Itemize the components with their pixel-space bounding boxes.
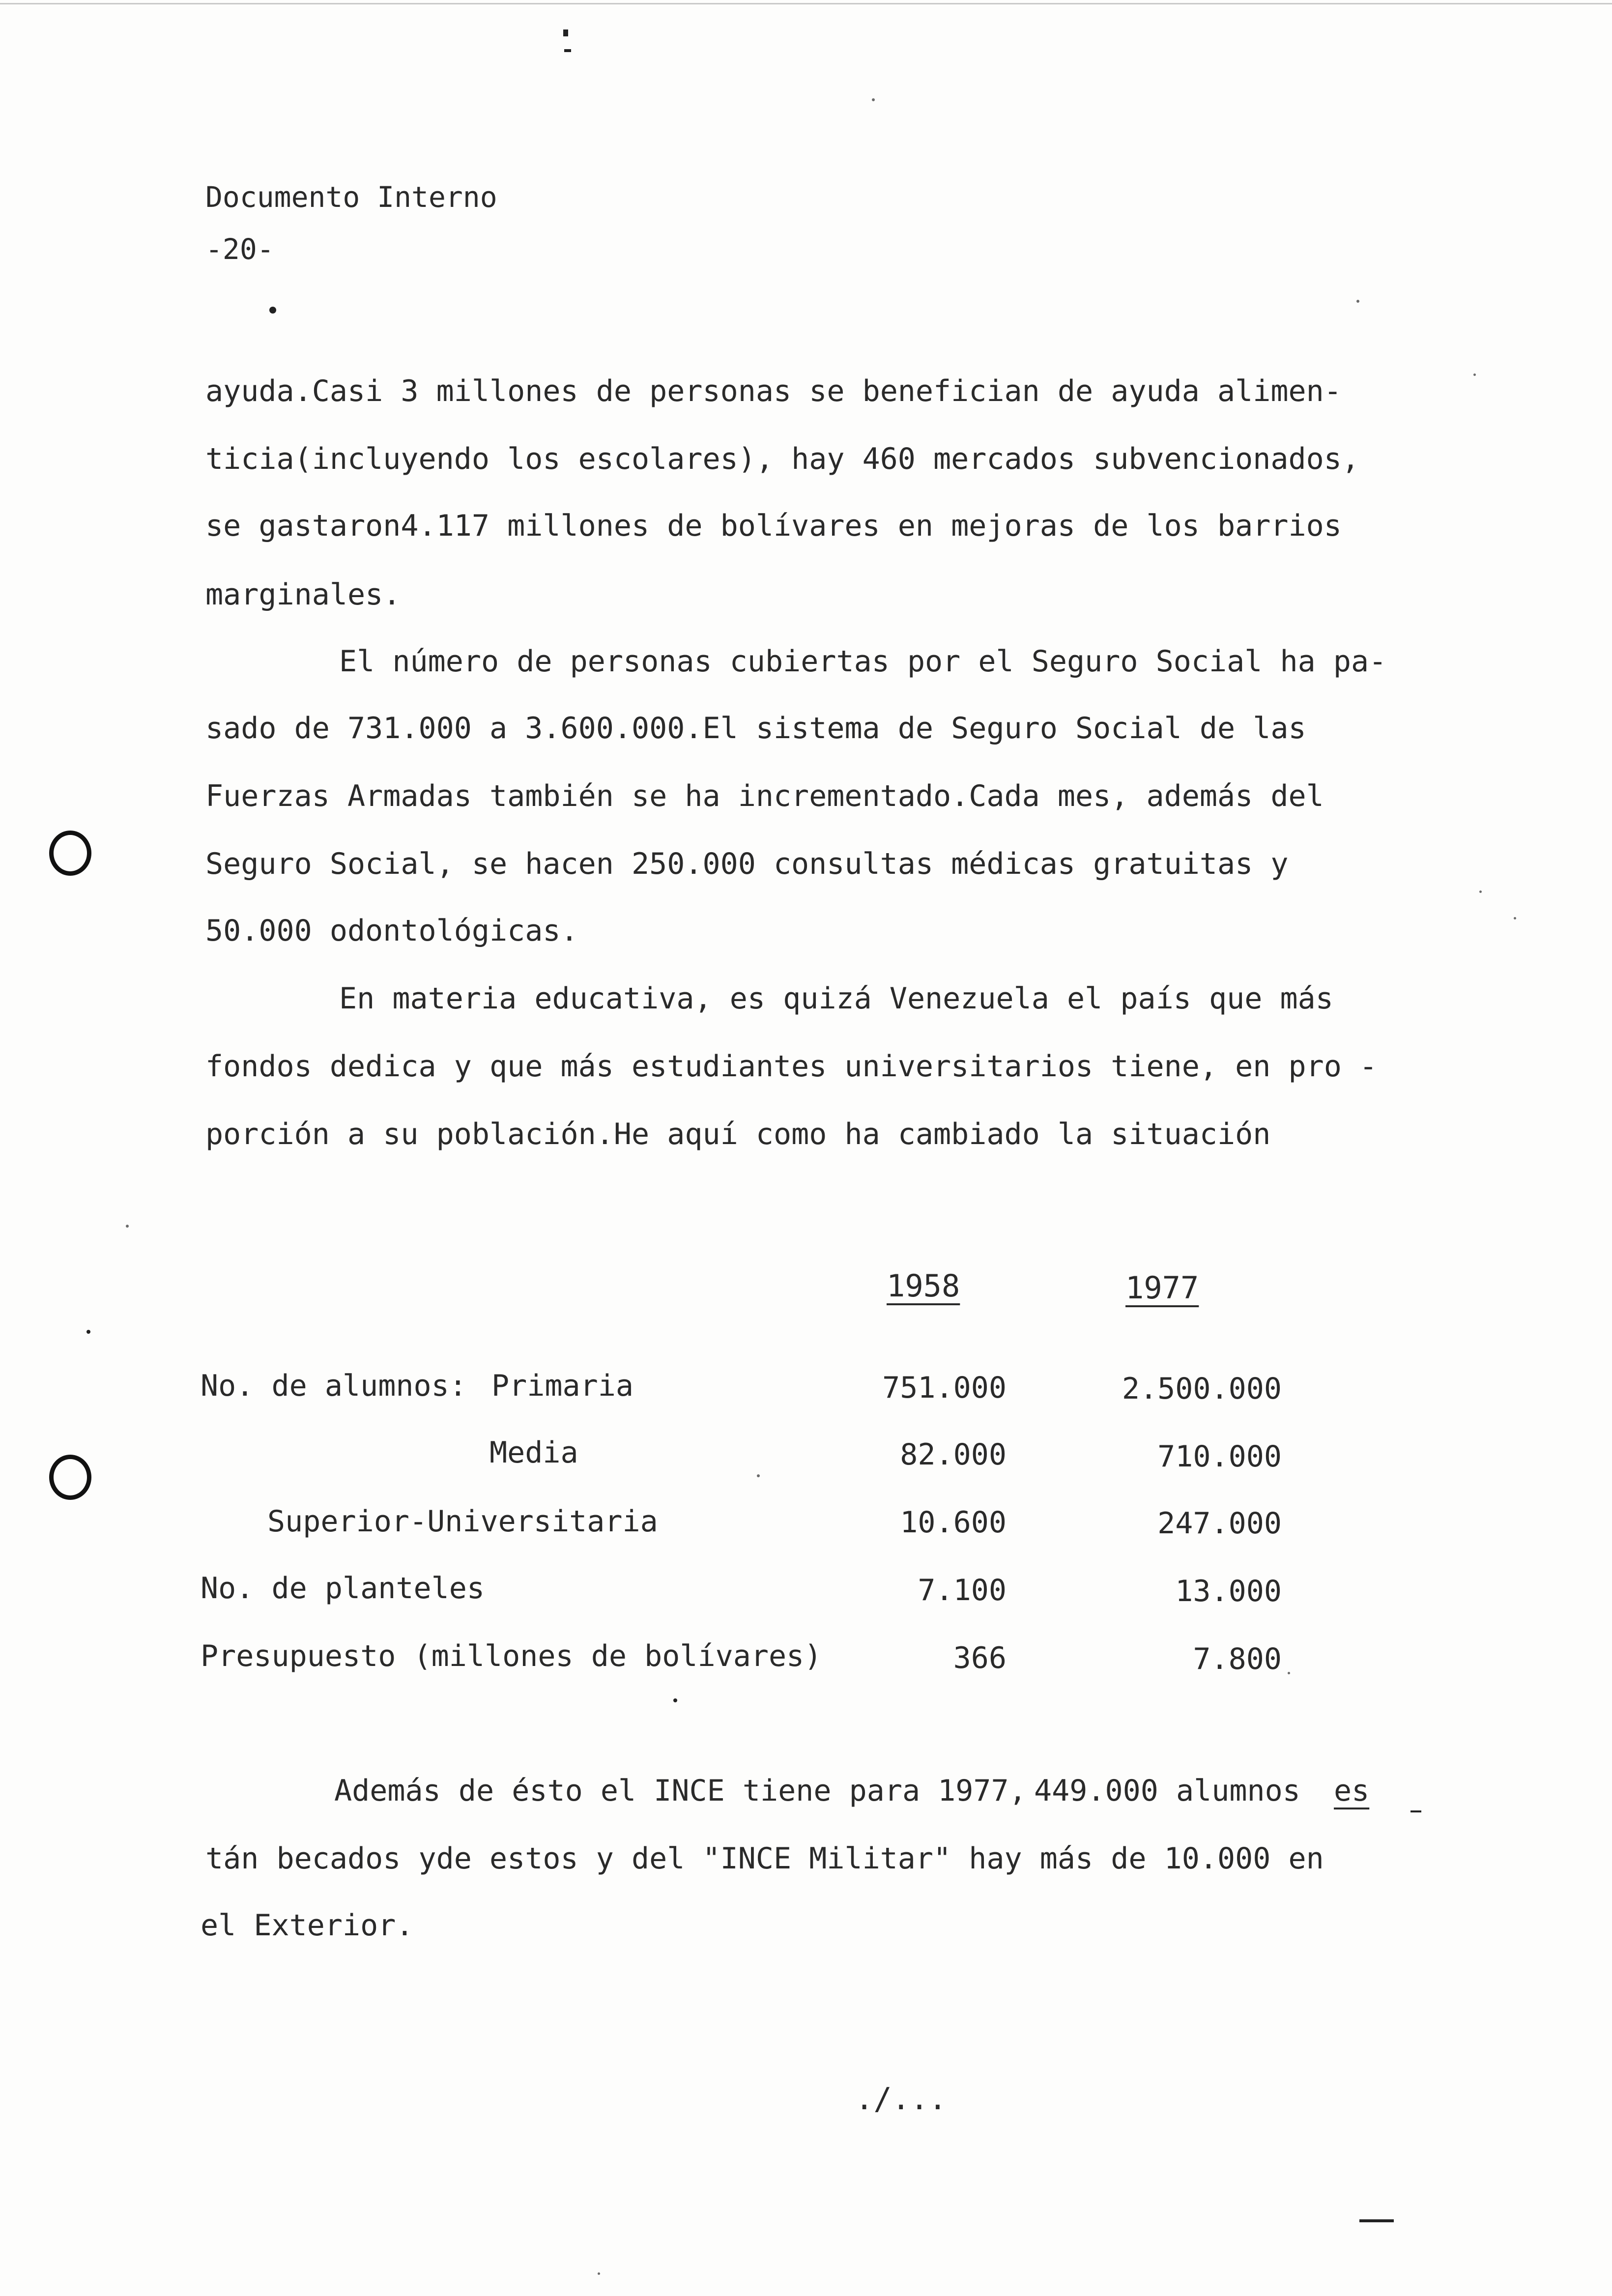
p4-line-1 — [334, 1776, 1376, 1806]
scan-mark — [564, 49, 571, 52]
text-run: 449.000 alumnos — [1034, 1774, 1300, 1808]
p1-line-1 — [205, 374, 1342, 408]
scan-speck — [1479, 890, 1482, 893]
scan-mark — [563, 29, 568, 36]
text-run-underlined: es — [1334, 1774, 1370, 1808]
text-run: El sistema de Seguro Social de las — [702, 711, 1306, 746]
text-run: 4.117 millones de bolívares en mejoras de los barrios — [401, 509, 1342, 543]
text-run: de estos y del "INCE Militar" hay más de 10.000 en — [436, 1841, 1324, 1876]
p3-line-3 — [205, 1117, 1271, 1151]
scan-speck — [673, 1698, 677, 1702]
scan-speck — [1473, 373, 1476, 376]
scan-mark — [1359, 2219, 1394, 2222]
scan-speck — [1288, 1672, 1290, 1674]
text-run: Fuerzas Armadas también se ha incrementado. — [205, 779, 969, 813]
punch-hole-upper — [49, 831, 91, 876]
p4-line-3: el Exterior. — [201, 1908, 414, 1943]
cell-1958-superior: 10.600 — [900, 1505, 1007, 1540]
scan-mark — [1410, 1810, 1421, 1812]
punch-hole-lower — [49, 1455, 91, 1500]
p1-line-3 — [205, 509, 1342, 543]
scan-speck — [757, 1474, 760, 1477]
text-run: Además de ésto el INCE tiene para 1977, — [334, 1774, 1027, 1808]
page-number: -20- — [205, 232, 274, 266]
doc-label: Documento Interno — [205, 180, 497, 214]
p1-line-4: marginales. — [205, 577, 401, 612]
cell-1958-primaria: 751.000 — [882, 1371, 1007, 1405]
scan-speck — [1356, 300, 1359, 303]
scan-speck — [126, 1225, 129, 1228]
p4-line-2 — [205, 1841, 1324, 1876]
scan-speck — [872, 98, 875, 101]
row-label-planteles: No. de planteles — [201, 1571, 485, 1606]
cell-1958-planteles: 7.100 — [918, 1573, 1007, 1607]
row-label-presupuesto: Presupuesto (millones de bolívares) — [201, 1639, 822, 1673]
scan-speck — [269, 307, 276, 314]
text-run: He aquí como ha cambiado la situación — [613, 1117, 1271, 1151]
cell-1977-presupuesto: 7.800 — [1193, 1642, 1282, 1676]
row-label-students: No. de alumnos: — [201, 1369, 467, 1403]
text-run: ayuda. — [205, 374, 312, 408]
column-header-1958: 1958 — [887, 1268, 960, 1304]
p2-line-1: El número de personas cubiertas por el Seguro Social ha pa- — [339, 644, 1387, 679]
cell-1977-planteles: 13.000 — [1175, 1574, 1282, 1608]
text-run: porción a su población. — [205, 1117, 614, 1151]
text-run: Cada mes, además del — [969, 779, 1324, 813]
column-header-1977: 1977 — [1125, 1270, 1199, 1306]
p1-line-2 — [205, 442, 1360, 476]
continuation-mark: ./... — [855, 2081, 947, 2117]
p3-line-1: En materia educativa, es quizá Venezuela el país que más — [339, 981, 1333, 1016]
cell-1958-presupuesto: 366 — [953, 1641, 1007, 1675]
text-run: Casi 3 millones de personas se benefician de ayuda alimen- — [312, 374, 1342, 408]
scan-speck — [86, 1330, 90, 1334]
text-run: ticia — [205, 442, 294, 476]
cell-1977-superior: 247.000 — [1157, 1506, 1282, 1541]
scan-top-edge — [0, 3, 1612, 4]
cell-1958-media: 82.000 — [900, 1437, 1007, 1472]
text-run: (incluyendo los escolares), hay 460 mercados subvencionados, — [294, 442, 1360, 476]
text-run: se gastaron — [205, 509, 401, 543]
p3-line-2: fondos dedica y que más estudiantes universitarios tiene, en pro - — [205, 1049, 1378, 1084]
text-run: tán becados y — [205, 1841, 436, 1876]
row-sublabel-media: Media — [489, 1435, 578, 1470]
cell-1977-media: 710.000 — [1157, 1439, 1282, 1474]
p2-line-3 — [205, 779, 1324, 813]
p2-line-5: 50.000 odontológicas. — [205, 914, 578, 948]
p2-line-2 — [205, 711, 1306, 746]
cell-1977-primaria: 2.500.000 — [1122, 1372, 1282, 1406]
text-run: sado de 731.000 a 3.600.000. — [205, 711, 703, 746]
p2-line-4: Seguro Social, se hacen 250.000 consultas médicas gratuitas y — [205, 847, 1289, 881]
scan-speck — [1514, 917, 1516, 919]
row-sublabel-superior: Superior-Universitaria — [267, 1504, 658, 1539]
scan-speck — [598, 2272, 600, 2275]
row-sublabel-primaria: Primaria — [491, 1369, 633, 1403]
